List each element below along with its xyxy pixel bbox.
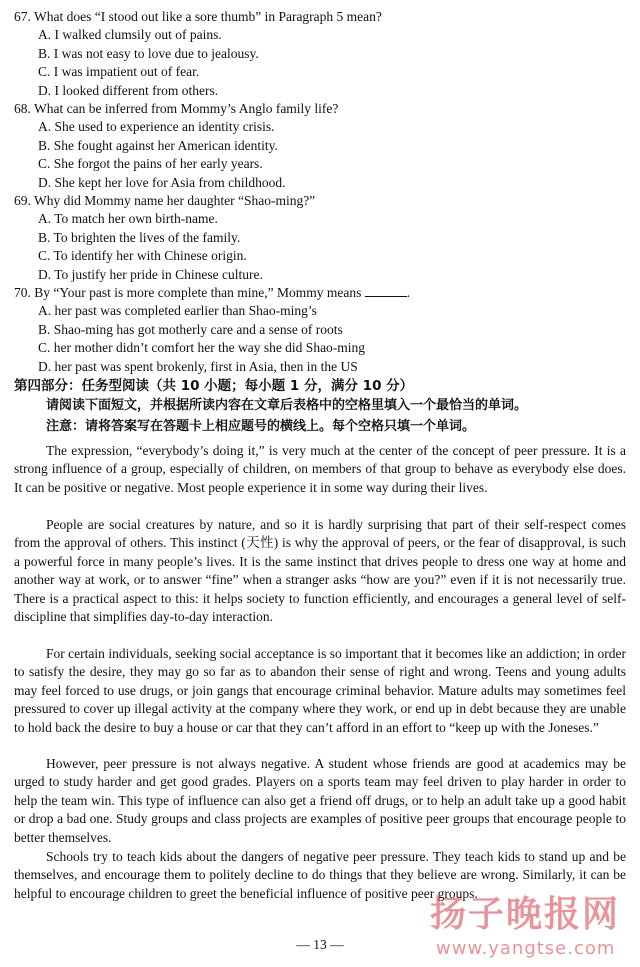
passage-paragraph-1: The expression, “everybody’s doing it,” is very much at the center of the concept of peer pressure. It is a strong influence of a group, especially of children, on members of that group to behave as everybody else does. It can be positive or negative. Most people experience it in some way during their lives. xyxy=(14,443,626,495)
question-70-stem xyxy=(14,284,410,302)
question-67-option-c: C. I was impatient out of fear. xyxy=(38,64,200,80)
question-67-stem: 67. What does “I stood out like a sore thumb” in Paragraph 5 mean? xyxy=(14,9,382,24)
question-68-option-d: D. She kept her love for Asia from childhood. xyxy=(38,174,286,190)
question-69-option-d: D. To justify her pride in Chinese culture. xyxy=(38,266,263,282)
question-68-option-c: C. She forgot the pains of her early years. xyxy=(38,156,263,172)
question-67-option-b: B. I was not easy to love due to jealousy. xyxy=(38,45,259,61)
watermark-url: www.yangtse.com xyxy=(436,938,616,959)
question-67-option-a: A. I walked clumsily out of pains. xyxy=(38,27,222,43)
passage-paragraph-4: However, peer pressure is not always negative. A student whose friends are good at academics may be urged to study harder and get good grades. Players on a sports team may feel driven to play harder in order to help the team win. This type of influence can also get a friend off drugs, or to help an adult take up a good habit or drop a bad one. Study groups and class projects are examples of positive peer groups that encourage people to better themselves. xyxy=(14,756,626,845)
section-title: 第四部分：任务型阅读（共 10 小题；每小题 1 分，满分 10 分） xyxy=(14,378,414,394)
question-68-option-b: B. She fought against her American identity. xyxy=(38,137,278,153)
question-67-option-d: D. I looked different from others. xyxy=(38,82,219,98)
question-70-stem-text: 70. By “Your past is more complete than mine,” Mommy means xyxy=(14,285,362,300)
question-69-option-b: B. To brighten the lives of the family. xyxy=(38,229,241,245)
watermark-logo-text: 扬子晚报网 xyxy=(430,893,621,935)
question-69-option-a: A. To match her own birth-name. xyxy=(38,211,218,227)
section-instruction-2: 注意：请将答案写在答题卡上相应题号的横线上。每个空格只填一个单词。 xyxy=(46,419,476,434)
question-70-option-d: D. her past was spent brokenly, first in Asia, then in the US xyxy=(38,358,358,374)
question-70-blank xyxy=(365,284,407,297)
question-70-option-a: A. her past was completed earlier than Shao-ming’s xyxy=(38,303,317,319)
question-68-option-a: A. She used to experience an identity crisis. xyxy=(38,119,275,135)
passage-paragraph-2: People are social creatures by nature, and so it is hardly surprising that part of their self-respect comes from the approval of others. This instinct (天性) is why the approval of peers, or the fear of disapproval, is such a powerful force in many people’s lives. It is the same instinct that drives people to dress one way at home and another way at work, or to answer “fine” when a stranger asks “how are you?” even if it is not necessarily true. There is a practical aspect to this: it helps society to function efficiently, and encourages a general level of self-discipline that simplifies day-to-day interaction. xyxy=(14,517,626,625)
question-69-stem: 69. Why did Mommy name her daughter “Shao-ming?” xyxy=(14,193,316,208)
question-68-stem: 68. What can be inferred from Mommy’s Anglo family life? xyxy=(14,101,339,116)
question-70-option-c: C. her mother didn’t comfort her the way she did Shao-ming xyxy=(38,340,366,356)
section-instruction-1: 请阅读下面短文，并根据所读内容在文章后表格中的空格里填入一个最恰当的单词。 xyxy=(46,398,528,413)
question-69-option-c: C. To identify her with Chinese origin. xyxy=(38,248,247,264)
question-70-option-b: B. Shao-ming has got motherly care and a sense of roots xyxy=(38,321,343,337)
passage-paragraph-3: For certain individuals, seeking social acceptance is so important that it becomes like an addiction; in order to satisfy the desire, they may go so far as to abandon their sense of right and wrong. Teens and young adults may feel forced to use drugs, or join gangs that encourage criminal behavior. Mature adults may sometimes feel pressured to cover up illegal activity at the company where they work, or end up in debt because they are unable to hold back the desire to buy a house or car that they can’t afford in an effort to “keep up with the Joneses.” xyxy=(14,646,626,735)
question-70-stem-end: . xyxy=(406,285,411,300)
passage-paragraph-5: Schools try to teach kids about the dangers of negative peer pressure. They teach kids to stand up and be themselves, and encourage them to politely decline to do things that they believe are wrong. Similarly, it can be helpful to encourage children to greet the beneficial influence of positive peer groups. xyxy=(14,849,626,901)
page-number: — 13 — xyxy=(296,937,344,952)
